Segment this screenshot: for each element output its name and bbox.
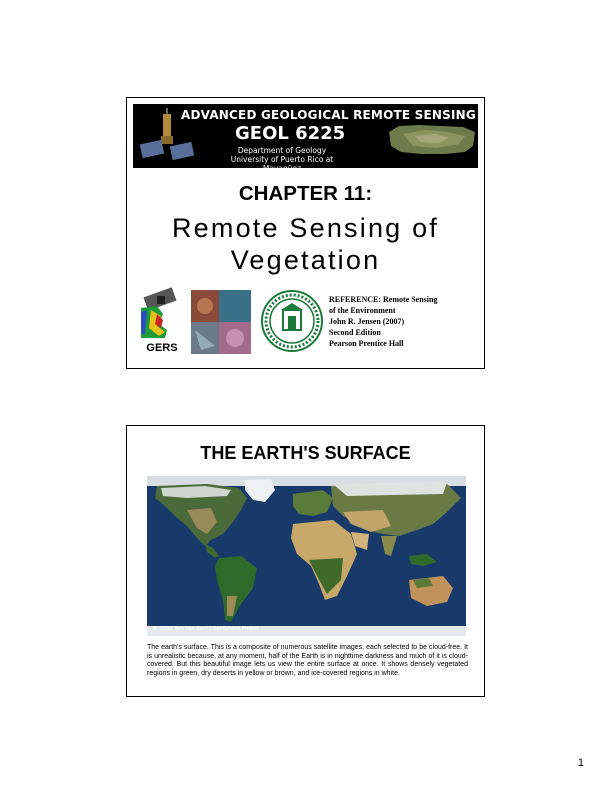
chapter-title bbox=[127, 212, 484, 276]
university-line: University of Puerto Rico at Mayagüez bbox=[230, 155, 334, 173]
world-satellite-map bbox=[147, 476, 466, 636]
course-code: GEOL 6225 bbox=[235, 123, 346, 144]
banner-title: ADVANCED GEOLOGICAL REMOTE SENSING bbox=[181, 108, 476, 122]
gers-logo-text: GERS bbox=[146, 342, 178, 354]
course-banner bbox=[133, 104, 478, 173]
slide-title: THE EARTH'S SURFACE bbox=[200, 443, 411, 463]
puerto-rico-relief-map bbox=[385, 116, 479, 164]
reference-line: Pearson Prentice Hall bbox=[329, 339, 404, 348]
chapter-title-line2: Vegetation bbox=[230, 245, 381, 275]
reference-line: Second Edition bbox=[329, 328, 381, 337]
reference-line: REFERENCE: Remote Sensing bbox=[329, 295, 438, 304]
reference-line: of the Environment bbox=[329, 306, 396, 315]
chapter-title-line1: Remote Sensing of bbox=[171, 213, 440, 243]
slide-2 bbox=[126, 425, 485, 697]
reference-block bbox=[329, 294, 479, 349]
slide-1 bbox=[126, 97, 485, 369]
department-text bbox=[217, 146, 347, 173]
page-number: 1 bbox=[577, 757, 584, 769]
map-credit: © 2002 Tom Van Sant / GeoSphere Project bbox=[153, 626, 260, 632]
book-cover-image bbox=[191, 290, 251, 354]
gers-logo bbox=[137, 290, 187, 354]
reference-line: John R. Jensen (2007) bbox=[329, 317, 405, 326]
slide-caption: The earth's surface. This is a composite of numerous satellite images, each selected to be cloud-free. It is unrealistic because, at any moment, half of the Earth is in nighttime darkness and much of it is cloud-covered. But this beautiful image lets us view the entire surface at once. It shows densely vegetated regions in green, dry deserts in yellow or brown, and ice-covered regions in white. bbox=[147, 644, 468, 677]
university-seal bbox=[261, 290, 323, 352]
chapter-heading: CHAPTER 11: bbox=[238, 182, 373, 205]
department-line: Department of Geology bbox=[237, 146, 327, 155]
